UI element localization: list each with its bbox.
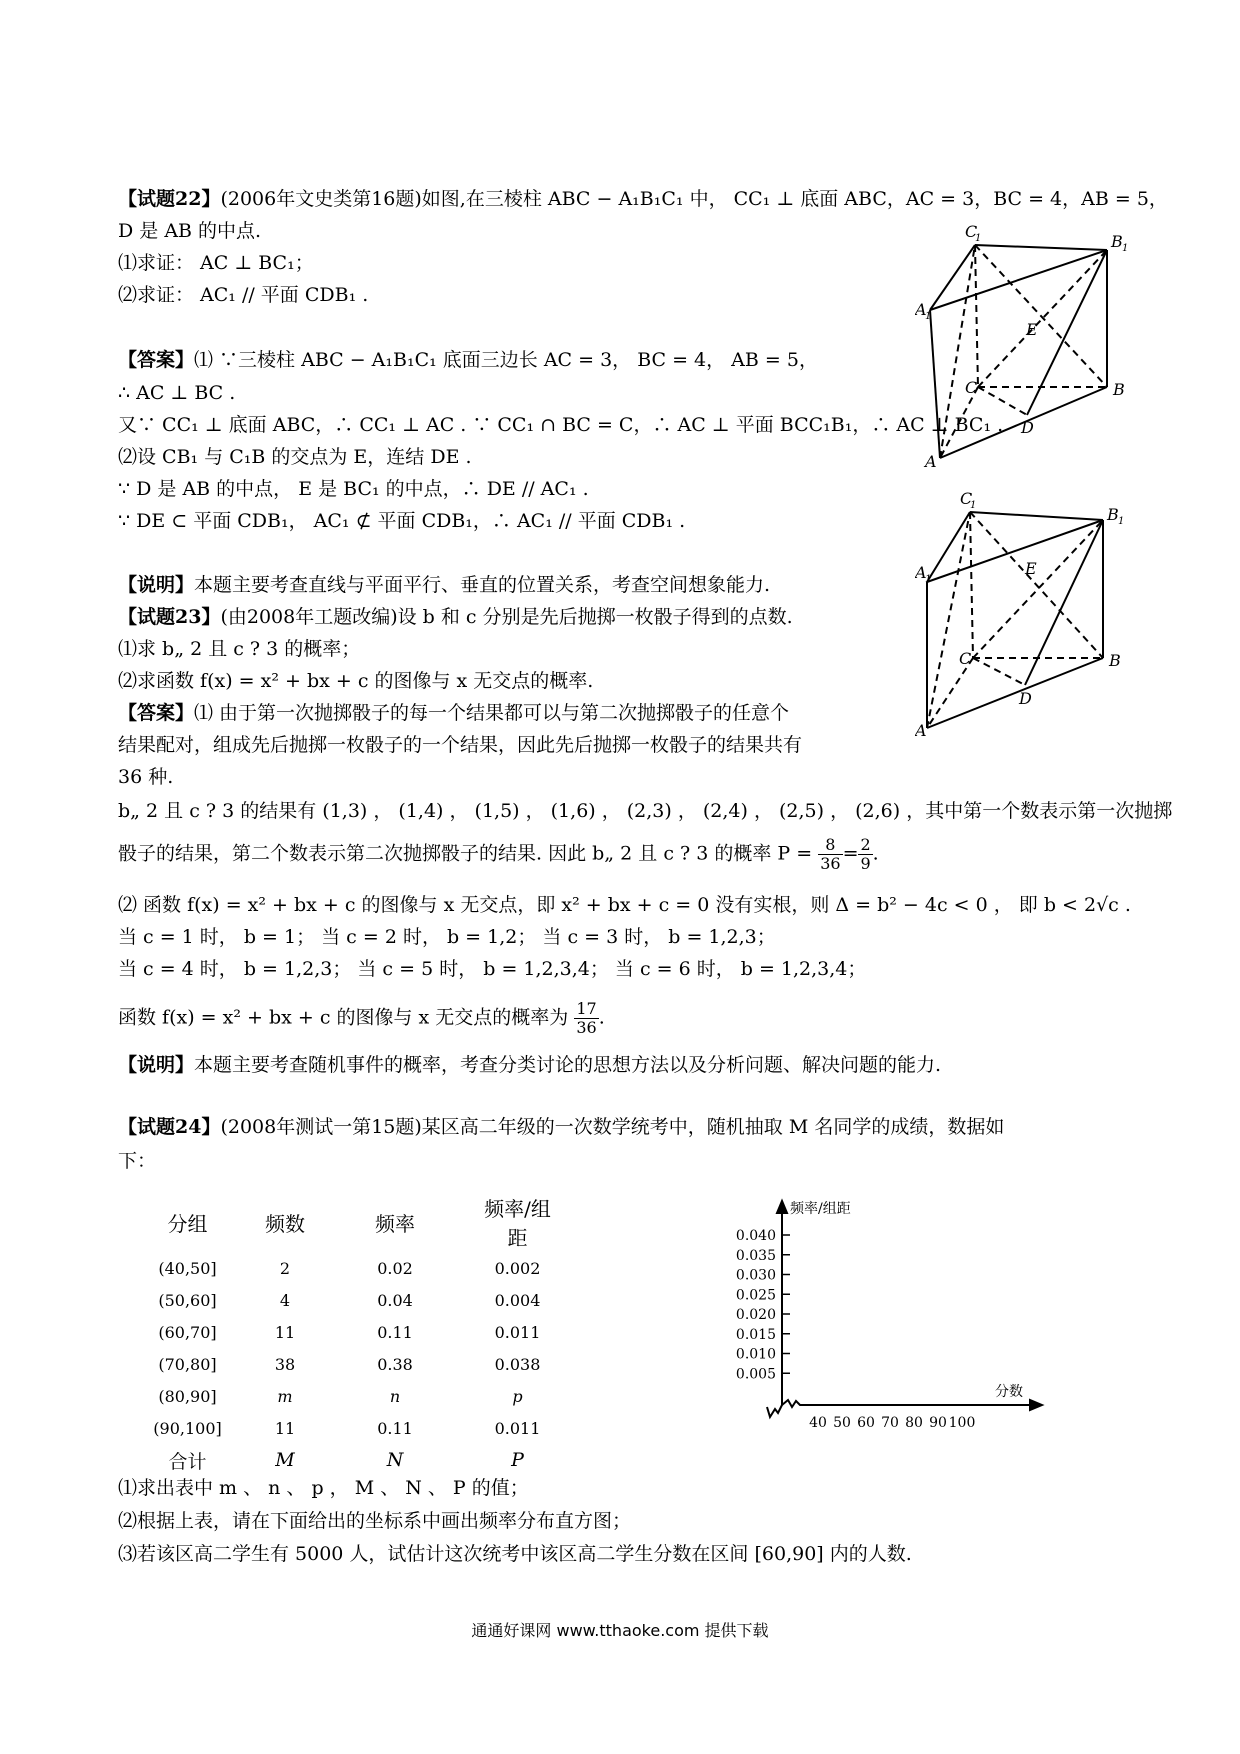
q23-answer-9-text: 函数 f(x) = x² + bx + c 的图像与 x 无交点的概率为 <box>118 1006 569 1029</box>
table-row <box>140 1380 580 1412</box>
fig1-label-b1-sub: 1 <box>1122 243 1129 254</box>
fig2-label-a: A <box>915 721 927 740</box>
q22-answer-4: ⑵设 CB₁ 与 C₁B 的交点为 E，连结 DE . <box>118 446 472 468</box>
q23-answer-4: b„ 2 且 c ? 3 的结果有 (1,3) ， (1,4) ， (1,5) ， (1,6) ， (2,3) ， (2,4) ， (2,5) ， (2,6) ，其中第一个数表示第一次抛掷 <box>118 800 1173 822</box>
q22-answer-3: 又∵ CC₁ ⊥ 底面 ABC，∴ CC₁ ⊥ AC . ∵ CC₁ ∩ BC = C，∴ AC ⊥ 平面 BCC₁B₁，∴ AC ⊥ BC₁ . <box>118 414 1004 436</box>
fraction-numerator: 17 <box>576 999 597 1018</box>
table-header-cell: 频率/组距 <box>484 1197 551 1250</box>
histogram-axes <box>720 1195 1050 1465</box>
fig1-label-a1-sub: 1 <box>925 311 932 322</box>
table-cell: 0.11 <box>377 1418 413 1438</box>
q23-answer-6: ⑵ 函数 f(x) = x² + bx + c 的图像与 x 无交点，即 x² + bx + c = 0 没有实根，则 Δ = b² − 4c < 0 ， 即 b < 2√c . <box>118 894 1131 916</box>
table-cell: 4 <box>279 1290 291 1310</box>
q22-answer-1-text: ⑴ ∵三棱柱 ABC − A₁B₁C₁ 底面三边长 AC = 3， BC = 4， AB = 5， <box>194 349 818 371</box>
table-row <box>140 1284 580 1316</box>
fig2-label-b1-sub: 1 <box>1118 516 1125 527</box>
fraction-denominator: 36 <box>820 854 841 873</box>
table-cell: 0.004 <box>494 1290 541 1310</box>
page-footer: 通通好课网 www.tthaoke.com 提供下载 <box>471 1621 769 1640</box>
table-cell: m <box>277 1386 293 1406</box>
fig2-label-d: D <box>1019 689 1032 708</box>
period: . <box>872 842 879 865</box>
table-total-row <box>140 1444 580 1476</box>
fig1-label-e: E <box>1026 320 1038 339</box>
fig2-label-c1: C <box>960 490 973 508</box>
table-cell: 0.002 <box>494 1258 541 1278</box>
table-row <box>140 1348 580 1380</box>
q22-answer-1 <box>118 347 818 373</box>
fig1-label-d: D <box>1021 418 1034 437</box>
fig1-label-c1-sub: 1 <box>975 233 982 244</box>
x-tick-label: 50 <box>833 1415 851 1431</box>
fig1-label-b: B <box>1113 380 1125 399</box>
q22-sub1: ⑴求证： AC ⊥ BC₁； <box>118 252 314 274</box>
prism-figure-1 <box>915 215 1130 470</box>
x-tick-label: 40 <box>809 1415 827 1431</box>
q23-title-label: 【试题23】 <box>118 606 221 628</box>
table-cell: (80,90] <box>158 1386 217 1406</box>
q22-title-text: (2006年文史类第16题)如图,在三棱柱 ABC − A₁B₁C₁ 中， CC₁ ⊥ 底面 ABC，AC = 3，BC = 4，AB = 5， <box>220 188 1168 210</box>
fraction-numerator: 8 <box>818 836 842 855</box>
q23-title-text: (由2008年工题改编)设 b 和 c 分别是先后抛掷一枚骰子得到的点数. <box>220 606 793 628</box>
x-axis-label: 分数 <box>995 1384 1023 1400</box>
table-header-cell: 频率 <box>375 1211 415 1236</box>
x-tick-label: 70 <box>881 1415 899 1431</box>
table-header-row <box>140 1192 580 1252</box>
table-row <box>140 1252 580 1284</box>
table-cell: n <box>389 1386 401 1406</box>
q22-answer-label: 【答案】 <box>118 349 195 371</box>
q24-title <box>118 1114 1004 1140</box>
q24-title-label: 【试题24】 <box>118 1116 221 1138</box>
table-cell: (40,50] <box>158 1258 217 1278</box>
x-tick-label: 60 <box>857 1415 875 1431</box>
fraction-numerator: 2 <box>860 835 871 854</box>
y-tick-label: 0.040 <box>735 1228 776 1244</box>
fig1-label-c1: C <box>965 222 978 241</box>
frequency-table <box>140 1192 580 1476</box>
table-cell: P <box>511 1449 524 1471</box>
table-cell: 0.11 <box>377 1322 413 1342</box>
y-tick-label: 0.005 <box>735 1366 776 1383</box>
fig2-label-a1: A <box>915 563 927 582</box>
y-axis-label: 频率/组距 <box>790 1201 851 1217</box>
x-axis-arrow <box>1030 1400 1042 1410</box>
fraction-2-9 <box>858 836 872 873</box>
table-row <box>140 1412 580 1444</box>
q22-title <box>118 186 1168 212</box>
y-axis-arrow <box>777 1201 787 1213</box>
fraction-denominator: 36 <box>576 1018 597 1037</box>
q24-sub3: ⑶若该区高二学生有 5000 人，试估计这次统考中该区高二学生分数在区间 [60,90] 内的人数. <box>118 1543 912 1565</box>
q22-title-label: 【试题22】 <box>118 188 221 210</box>
q23-sub2: ⑵求函数 f(x) = x² + bx + c 的图像与 x 无交点的概率. <box>118 670 594 692</box>
y-tick-label: 0.015 <box>735 1326 776 1343</box>
table-header-cell: 频数 <box>265 1211 305 1236</box>
table-cell: 0.011 <box>494 1322 541 1342</box>
table-cell: 38 <box>274 1354 296 1374</box>
fig1-label-c: C <box>965 378 978 397</box>
table-header-cell: 分组 <box>167 1211 208 1236</box>
fig2-label-a1-sub: 1 <box>925 574 932 585</box>
table-cell: 2 <box>279 1258 291 1278</box>
q23-sub1: ⑴求 b„ 2 且 c ? 3 的概率； <box>118 638 361 660</box>
table-cell: 0.38 <box>377 1354 413 1374</box>
x-axis <box>782 1400 1032 1407</box>
q23-answer-3: 36 种. <box>118 766 174 788</box>
table-cell: N <box>386 1449 404 1471</box>
x-tick-label: 80 <box>905 1415 923 1431</box>
q23-answer-9 <box>118 1000 605 1037</box>
table-cell: p <box>512 1386 523 1406</box>
table-cell: 11 <box>274 1418 296 1438</box>
fig2-label-c1-sub: 1 <box>970 500 977 511</box>
q23-note-label: 【说明】 <box>118 1054 195 1076</box>
fig2-label-b: B <box>1109 651 1121 670</box>
equals-sign: = <box>842 842 859 865</box>
period: . <box>598 1006 605 1029</box>
table-cell: 11 <box>274 1322 296 1342</box>
q23-answer-2: 结果配对，组成先后抛掷一枚骰子的一个结果，因此先后抛掷一枚骰子的结果共有 <box>118 734 803 756</box>
axis-break <box>767 1383 782 1417</box>
table-cell: (50,60] <box>158 1290 217 1310</box>
x-tick-label: 90 <box>929 1415 947 1431</box>
fig2-label-b1: B <box>1107 505 1119 524</box>
y-tick-label: 0.020 <box>735 1307 776 1323</box>
fig1-label-a1: A <box>915 300 927 319</box>
q23-note <box>118 1052 941 1078</box>
q24-sub2: ⑵根据上表，请在下面给出的坐标系中画出频率分布直方图； <box>118 1510 632 1532</box>
q23-answer-1-text: ⑴ 由于第一次抛掷骰子的每一个结果都可以与第二次抛掷骰子的任意个 <box>194 702 790 724</box>
y-tick-label: 0.035 <box>735 1247 776 1264</box>
q22-answer-6: ∵ DE ⊂ 平面 CDB₁， AC₁ ⊄ 平面 CDB₁，∴ AC₁ // 平面 CDB₁ . <box>118 510 686 532</box>
fig2-label-c: C <box>959 649 972 668</box>
q22-line2: D 是 AB 的中点. <box>118 220 262 242</box>
table-cell: 0.02 <box>377 1258 413 1278</box>
table-cell: (90,100] <box>153 1418 222 1438</box>
table-cell: 0.038 <box>494 1354 541 1374</box>
q22-note-text: 本题主要考查直线与平面平行、垂直的位置关系，考查空间想象能力. <box>194 574 771 596</box>
q23-answer-7: 当 c = 1 时， b = 1； 当 c = 2 时， b = 1,2； 当 c = 3 时， b = 1,2,3； <box>118 926 776 948</box>
q23-answer-8: 当 c = 4 时， b = 1,2,3； 当 c = 5 时， b = 1,2,3,4； 当 c = 6 时， b = 1,2,3,4； <box>118 958 867 980</box>
q23-note-text: 本题主要考查随机事件的概率，考查分类讨论的思想方法以及分析问题、解决问题的能力. <box>194 1054 942 1076</box>
table-cell: 0.04 <box>377 1290 413 1310</box>
y-tick-label: 0.030 <box>735 1267 776 1284</box>
y-tick-label: 0.025 <box>735 1287 776 1304</box>
table-cell: (70,80] <box>158 1354 217 1374</box>
fraction-17-36 <box>574 1000 598 1037</box>
prism-figure-2 <box>915 490 1130 745</box>
q23-answer-1 <box>118 700 789 726</box>
table-cell: 0.011 <box>494 1418 541 1438</box>
q23-title <box>118 604 793 630</box>
table-cell: M <box>275 1449 295 1471</box>
table-cell: 合计 <box>168 1450 207 1473</box>
table-row <box>140 1316 580 1348</box>
q22-answer-5: ∵ D 是 AB 的中点， E 是 BC₁ 的中点，∴ DE // AC₁ . <box>118 478 589 500</box>
fig1-label-b1: B <box>1111 232 1123 251</box>
q23-answer-5 <box>118 836 879 873</box>
q22-note <box>118 572 770 598</box>
q24-title-text: (2008年测试一第15题)某区高二年级的一次数学统考中，随机抽取 M 名同学的成绩，数据如 <box>220 1116 1005 1138</box>
table-cell: (60,70] <box>158 1322 217 1342</box>
x-tick-label: 100 <box>948 1415 976 1431</box>
y-tick-label: 0.010 <box>735 1346 776 1363</box>
q23-answer-5-text: 骰子的结果，第二个数表示第二次抛掷骰子的结果. 因此 b„ 2 且 c ? 3 的概率 P = <box>118 842 813 865</box>
fraction-denominator: 9 <box>860 854 871 873</box>
q24-line2: 下： <box>118 1150 157 1172</box>
fig1-label-a: A <box>925 452 937 470</box>
fraction-8-36 <box>818 836 842 873</box>
q23-answer-label: 【答案】 <box>118 702 195 724</box>
q22-note-label: 【说明】 <box>118 574 195 596</box>
q24-sub1: ⑴求出表中 m 、 n 、 p ， M 、 N 、 P 的值； <box>118 1477 529 1499</box>
q22-sub2: ⑵求证： AC₁ // 平面 CDB₁ . <box>118 284 369 306</box>
fig2-label-e: E <box>1025 559 1037 578</box>
q22-answer-2: ∴ AC ⊥ BC . <box>118 382 236 404</box>
